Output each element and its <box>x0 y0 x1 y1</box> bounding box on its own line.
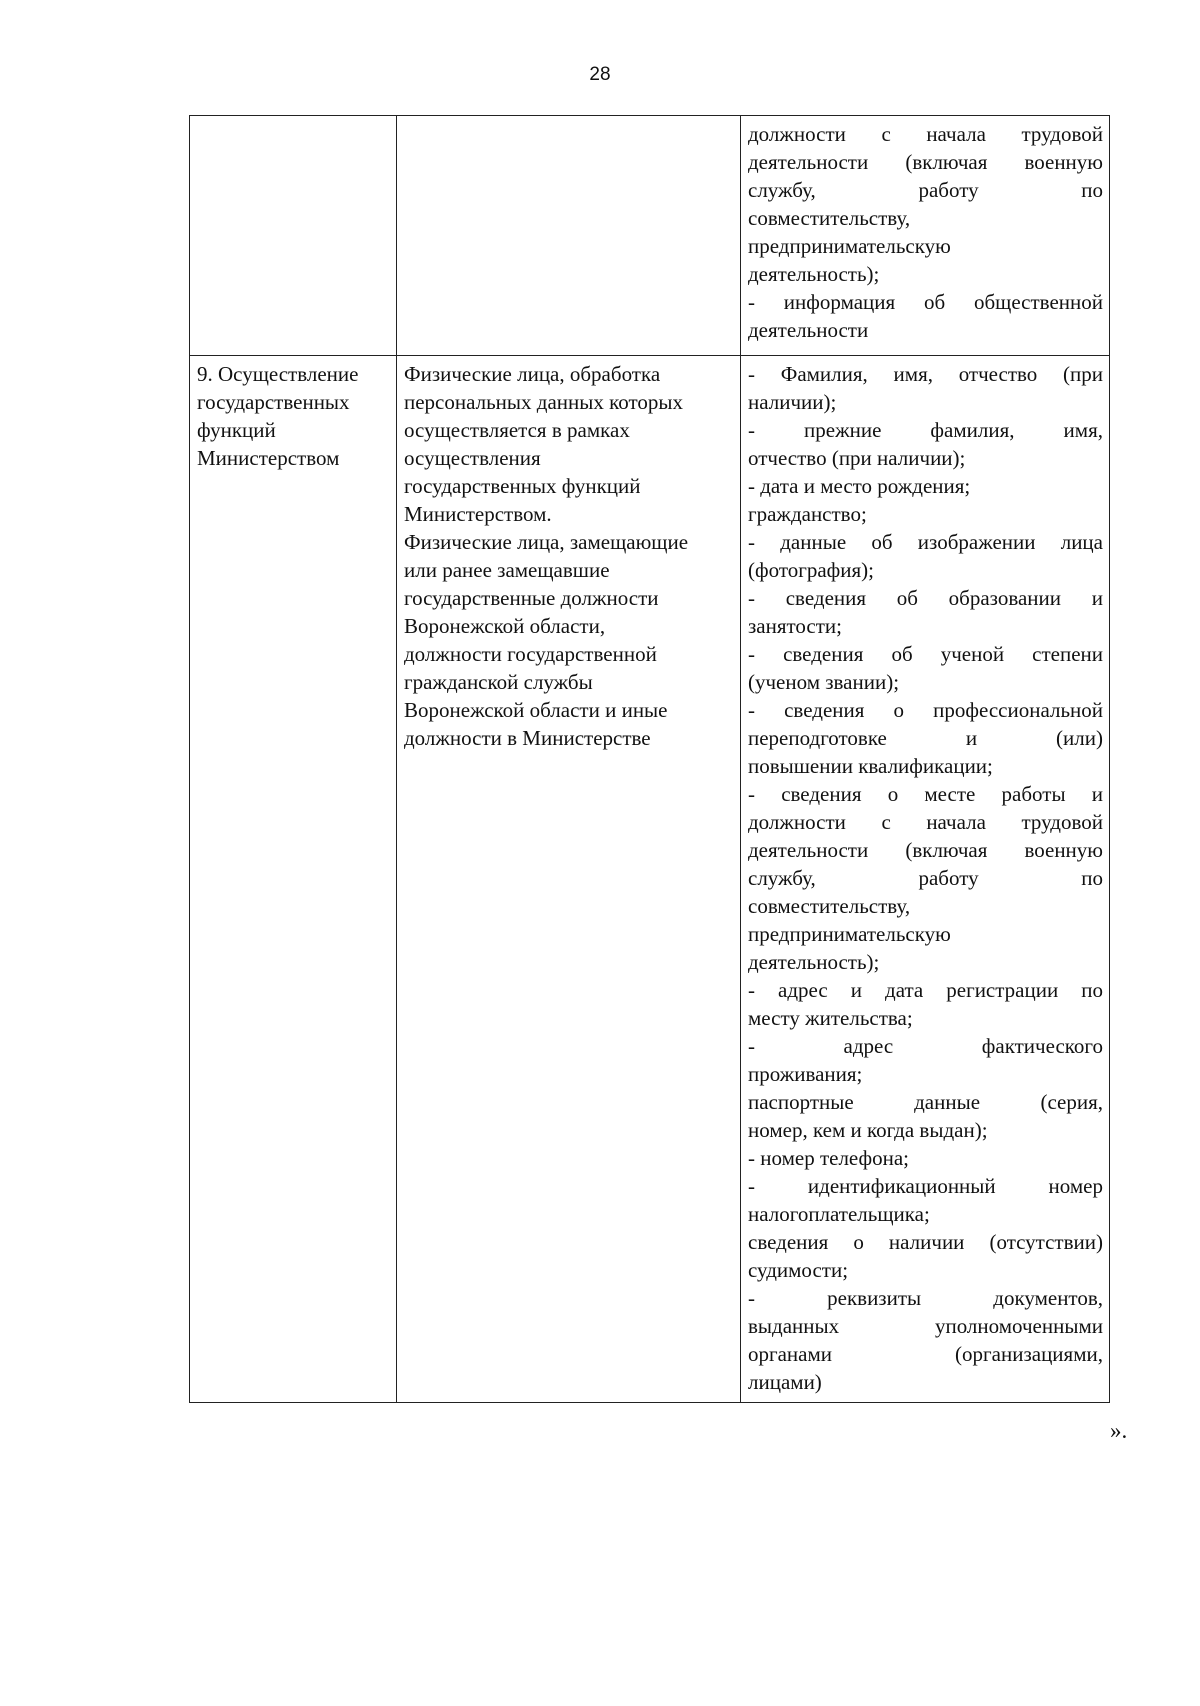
text-line: - сведения о профессиональной <box>748 698 1103 722</box>
row-continued-data-list-cell <box>741 116 1110 356</box>
text-line: должности с начала трудовой <box>748 810 1103 834</box>
text-line: выданных уполномоченными <box>748 1314 1103 1338</box>
text-line: наличии); <box>748 390 837 414</box>
text-line: органами (организациями, <box>748 1342 1103 1366</box>
text-line: - идентификационный номер <box>748 1174 1103 1198</box>
text-line: - сведения об образовании и <box>748 586 1103 610</box>
text-line: переподготовке и (или) <box>748 726 1103 750</box>
personal-data-table <box>189 115 1110 1403</box>
text-line: 9. Осуществление <box>197 362 359 386</box>
text-line: Физические лица, замещающие <box>404 530 689 554</box>
text-line: лицами) <box>748 1370 822 1394</box>
text-line: деятельность); <box>748 950 880 974</box>
text-line: (ученом звании); <box>748 670 900 694</box>
table-row-continued <box>190 116 1110 356</box>
text-line: занятости; <box>748 614 843 638</box>
text-line: месту жительства; <box>748 1006 913 1030</box>
text-line: - информация об общественной <box>748 290 1103 314</box>
row-9-purpose-text <box>197 360 390 472</box>
text-line: паспортные данные (серия, <box>748 1090 1103 1114</box>
table-row-9 <box>190 356 1110 1403</box>
page-number: 28 <box>589 64 611 85</box>
text-line: (фотография); <box>748 558 874 582</box>
text-line: Министерством. <box>404 502 552 526</box>
row-9-data-list-cell <box>741 356 1110 1403</box>
row-9-purpose-cell <box>190 356 397 1403</box>
text-line: осуществляется в рамках <box>404 418 630 442</box>
text-line: совместительству, <box>748 206 911 230</box>
text-line: Воронежской области, <box>404 614 606 638</box>
text-line: Физические лица, обработка <box>404 362 661 386</box>
text-line: номер, кем и когда выдан); <box>748 1118 988 1142</box>
text-line: - дата и место рождения; <box>748 474 971 498</box>
text-line: должности в Министерстве <box>404 726 651 750</box>
text-line: государственных <box>197 390 350 414</box>
text-line: предпринимательскую <box>748 922 951 946</box>
text-line: - номер телефона; <box>748 1146 909 1170</box>
text-line: персональных данных которых <box>404 390 683 414</box>
text-line: совместительству, <box>748 894 911 918</box>
row-continued-subjects-cell <box>397 116 741 356</box>
text-line: или ранее замещавшие <box>404 558 610 582</box>
text-line: должности с начала трудовой <box>748 122 1103 146</box>
text-line: государственных функций <box>404 474 641 498</box>
text-line: - прежние фамилия, имя, <box>748 418 1103 442</box>
row-continued-data-list <box>748 120 1103 344</box>
text-line: гражданство; <box>748 502 867 526</box>
text-line: гражданской службы <box>404 670 593 694</box>
text-line: службу, работу по <box>748 178 1103 202</box>
text-line: должности государственной <box>404 642 657 666</box>
text-line: судимости; <box>748 1258 849 1282</box>
text-line: - адрес фактического <box>748 1034 1103 1058</box>
closing-quote-mark: ». <box>1110 1418 1128 1443</box>
text-line: - Фамилия, имя, отчество (при <box>748 362 1103 386</box>
text-line: повышении квалификации; <box>748 754 993 778</box>
text-line: - данные об изображении лица <box>748 530 1103 554</box>
row-9-subjects-cell <box>397 356 741 1403</box>
text-line: деятельности (включая военную <box>748 150 1103 174</box>
row-continued-category-cell <box>190 116 397 356</box>
text-line: сведения о наличии (отсутствии) <box>748 1230 1103 1254</box>
text-line: - сведения об ученой степени <box>748 642 1103 666</box>
text-line: деятельность); <box>748 262 880 286</box>
text-line: деятельности <box>748 318 869 342</box>
text-line: функций <box>197 418 276 442</box>
row-9-subjects-text <box>404 360 734 752</box>
text-line: налогоплательщика; <box>748 1202 930 1226</box>
text-line: - реквизиты документов, <box>748 1286 1103 1310</box>
row-9-data-list <box>748 360 1103 1396</box>
text-line: Воронежской области и иные <box>404 698 668 722</box>
text-line: - сведения о месте работы и <box>748 782 1103 806</box>
text-line: осуществления <box>404 446 541 470</box>
text-line: предпринимательскую <box>748 234 951 258</box>
text-line: отчество (при наличии); <box>748 446 966 470</box>
text-line: - адрес и дата регистрации по <box>748 978 1103 1002</box>
text-line: государственные должности <box>404 586 659 610</box>
text-line: Министерством <box>197 446 340 470</box>
text-line: деятельности (включая военную <box>748 838 1103 862</box>
text-line: службу, работу по <box>748 866 1103 890</box>
text-line: проживания; <box>748 1062 863 1086</box>
